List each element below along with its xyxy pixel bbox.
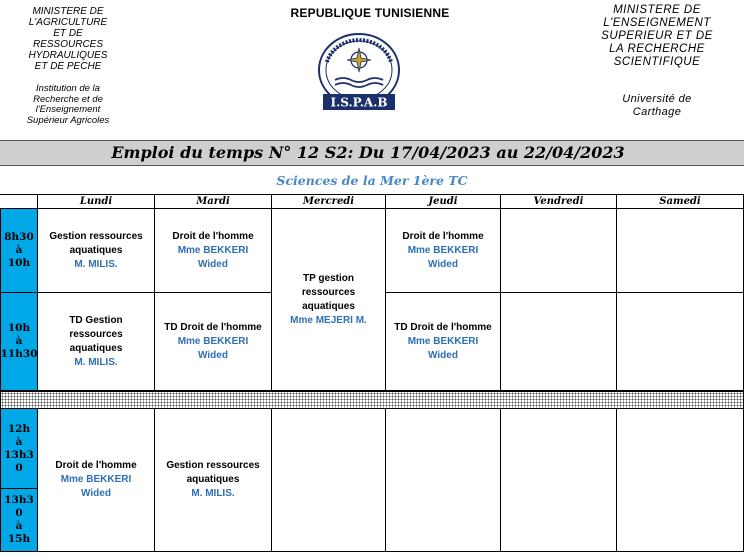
day-header-lundi: Lundi: [37, 194, 155, 209]
time-line: 10h: [7, 257, 31, 269]
time-line: 13h3: [4, 494, 34, 506]
header-right: [572, 4, 742, 119]
session-jeudi-2: [385, 292, 501, 391]
ministry-right-line: L'ENSEIGNEMENT: [603, 17, 711, 29]
session-mardi-3-4: [154, 408, 272, 552]
session-course: Droit de l'homme: [55, 460, 137, 471]
day-header-samedi: Samedi: [616, 194, 744, 209]
time-line: à: [15, 435, 23, 448]
empty-samedi-2: [616, 292, 744, 391]
ministry-right-line: MINISTERE DE: [613, 4, 701, 16]
empty-vendredi-1: [500, 208, 617, 293]
institution: [8, 84, 128, 126]
session-lundi-1: [37, 208, 155, 293]
session-jeudi-1: [385, 208, 501, 293]
time-line: 0: [15, 461, 23, 474]
session-teacher: M. MILIS.: [191, 488, 235, 499]
session-course: TD Gestion: [69, 314, 123, 326]
session-course: aquatiques: [69, 342, 123, 354]
empty-vendredi-2: [500, 292, 617, 391]
day-header-vendredi: Vendredi: [500, 194, 617, 209]
empty-mercredi-3-4: [271, 408, 386, 552]
header-center: [270, 6, 470, 20]
session-course: Gestion ressources: [166, 460, 260, 471]
logo-lettering: I.S.P.A.B: [330, 95, 388, 110]
corner-cell: [0, 194, 38, 209]
session-course: ressources: [301, 286, 356, 298]
ministry-left-line: ET DE: [53, 28, 83, 39]
session-teacher: Mme MEJERI M.: [290, 314, 367, 326]
session-course: TD Droit de l'homme: [394, 321, 492, 333]
header-left: [8, 6, 128, 126]
time-line: à: [15, 520, 23, 532]
time-slot-2: [0, 292, 38, 391]
ministry-right-line: SCIENTIFIQUE: [613, 56, 701, 68]
time-line: 11h30: [0, 348, 38, 360]
session-course: Gestion ressources: [49, 230, 143, 242]
session-teacher: Mme BEKKERI: [60, 474, 132, 485]
session-course: Droit de l'homme: [402, 230, 484, 242]
session-teacher: Wided: [81, 488, 111, 499]
session-teacher: Wided: [198, 349, 228, 361]
session-teacher: Wided: [428, 258, 458, 270]
empty-samedi-1: [616, 208, 744, 293]
empty-jeudi-3-4: [385, 408, 501, 552]
time-line: à: [15, 335, 23, 347]
empty-samedi-3-4: [616, 408, 744, 552]
session-teacher: Mme BEKKERI: [407, 335, 479, 347]
institution-line: Institution de la: [36, 83, 100, 94]
time-line: 8h30: [4, 231, 34, 243]
institution-line: Supérieur Agricoles: [26, 114, 110, 126]
time-line: 10h: [7, 322, 31, 334]
time-line: 12h: [7, 422, 31, 435]
session-mercredi-1-2: [271, 208, 386, 391]
time-line: 15h: [7, 533, 31, 545]
university-line: Université de: [622, 93, 692, 105]
ispab-logo: [313, 28, 405, 116]
session-lundi-2: [37, 292, 155, 391]
session-course: Droit de l'homme: [172, 230, 254, 242]
session-course: aquatiques: [186, 474, 240, 485]
ministry-left-line: MINISTERE DE: [32, 6, 104, 17]
session-course: ressources: [69, 328, 123, 340]
timetable: [0, 194, 744, 556]
class-subtitle: Sciences de la Mer 1ère TC: [276, 173, 468, 188]
day-header-mercredi: Mercredi: [271, 194, 386, 209]
ministry-right: [572, 4, 742, 69]
time-line: 13h3: [4, 448, 34, 461]
time-line: à: [15, 244, 23, 256]
session-course: TP gestion: [303, 272, 354, 284]
ministry-left-line: ET DE PECHE: [34, 61, 102, 72]
ministry-left: [8, 6, 128, 72]
session-mardi-2: [154, 292, 272, 391]
session-teacher: Mme BEKKERI: [407, 244, 479, 256]
time-line: 0: [15, 507, 23, 519]
time-slot-4: [0, 488, 38, 552]
session-course: aquatiques: [69, 244, 123, 256]
republic-title: REPUBLIQUE TUNISIENNE: [290, 6, 450, 20]
institution-line: Recherche et de: [33, 93, 103, 105]
university-line: Carthage: [632, 106, 682, 118]
session-teacher: Mme BEKKERI: [177, 244, 249, 256]
institution-line: l'Enseignement: [35, 104, 101, 115]
session-teacher: Wided: [428, 349, 458, 361]
ministry-left-line: RESSOURCES: [32, 39, 103, 50]
time-slot-3: [0, 408, 38, 489]
ministry-right-line: SUPERIEUR ET DE: [601, 30, 713, 42]
session-teacher: M. MILIS.: [74, 356, 118, 368]
empty-vendredi-3-4: [500, 408, 617, 552]
session-teacher: M. MILIS.: [74, 258, 118, 270]
session-course: aquatiques: [302, 300, 355, 312]
ministry-right-line: LA RECHERCHE: [609, 43, 705, 55]
day-header-mardi: Mardi: [154, 194, 272, 209]
session-teacher: Mme BEKKERI: [177, 335, 249, 347]
session-mardi-1: [154, 208, 272, 293]
ministry-left-line: L'AGRICULTURE: [28, 17, 108, 28]
day-header-jeudi: Jeudi: [385, 194, 501, 209]
break-row: [0, 391, 744, 409]
ministry-left-line: HYDRAULIQUES: [28, 50, 108, 61]
time-slot-1: [0, 208, 38, 293]
university: [572, 93, 742, 119]
schedule-title: Emploi du temps N° 12 S2: Du 17/04/2023 au 22/04/2023: [0, 140, 744, 166]
session-course: TD Droit de l'homme: [164, 321, 262, 333]
session-lundi-3-4: [37, 408, 155, 552]
session-teacher: Wided: [198, 258, 228, 270]
